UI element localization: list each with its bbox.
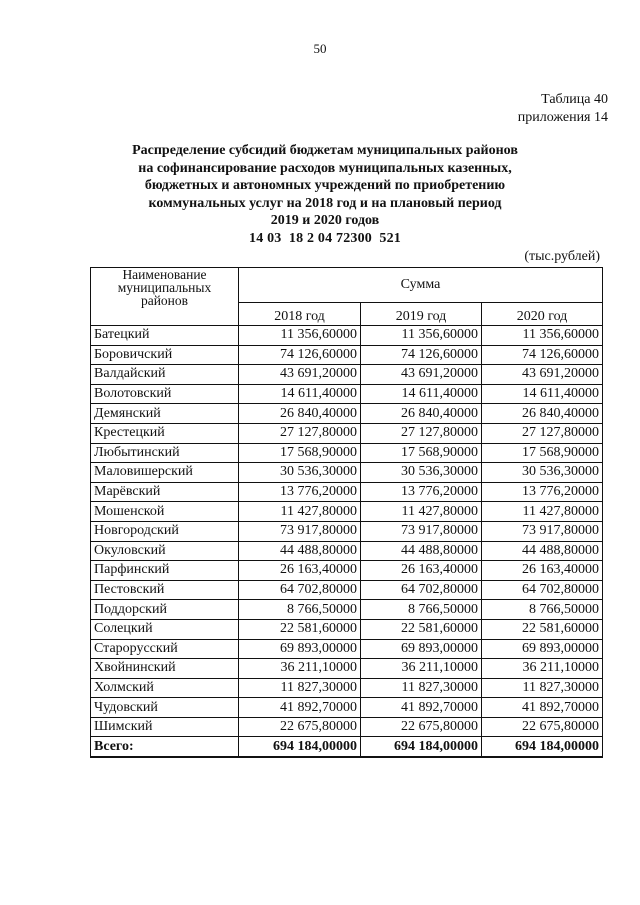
amount-2019: 11 356,60000 [361,326,482,346]
amount-2020: 22 675,80000 [482,717,603,737]
amount-2019: 74 126,60000 [361,345,482,365]
district-name: Демянский [91,404,239,424]
amount-2018: 27 127,80000 [239,423,361,443]
amount-2018: 36 211,10000 [239,659,361,679]
amount-2020: 11 356,60000 [482,326,603,346]
district-name: Любытинский [91,443,239,463]
amount-2019: 73 917,80000 [361,521,482,541]
amount-2018: 11 827,30000 [239,678,361,698]
amount-2018: 22 675,80000 [239,717,361,737]
amount-2018: 8 766,50000 [239,600,361,620]
amount-2019: 11 827,30000 [361,678,482,698]
amount-2019: 41 892,70000 [361,698,482,718]
column-header-2020: 2020 год [482,303,603,326]
column-header-district [91,268,239,326]
amount-2020: 8 766,50000 [482,600,603,620]
amount-2019: 43 691,20000 [361,365,482,385]
amount-2018: 14 611,40000 [239,384,361,404]
title-line: коммунальных услуг на 2018 год и на плановый период [148,195,502,211]
table-row [91,639,603,659]
table-row [91,698,603,718]
amount-2019: 11 427,80000 [361,502,482,522]
amount-2019: 44 488,80000 [361,541,482,561]
amount-2019: 69 893,00000 [361,639,482,659]
total-2020: 694 184,00000 [482,737,603,757]
units-label: (тыс.рублей) [524,249,600,264]
total-row [91,737,603,757]
amount-2018: 43 691,20000 [239,365,361,385]
amount-2019: 27 127,80000 [361,423,482,443]
amount-2018: 30 536,30000 [239,463,361,483]
amount-2019: 36 211,10000 [361,659,482,679]
district-name: Поддорский [91,600,239,620]
column-header-2019: 2019 год [361,303,482,326]
amount-2018: 17 568,90000 [239,443,361,463]
amount-2018: 44 488,80000 [239,541,361,561]
document-title [100,142,550,230]
amount-2020: 43 691,20000 [482,365,603,385]
district-name: Маловишерский [91,463,239,483]
district-name: Мошенской [91,502,239,522]
page-number: 50 [313,41,327,56]
title-line: бюджетных и автономных учреждений по приобретению [144,178,506,193]
table-row [91,678,603,698]
table-row [91,541,603,561]
table-row [91,365,603,385]
table-row [91,561,603,581]
appendix-reference: приложения 14 [517,110,608,125]
table-row [91,463,603,483]
amount-2018: 13 776,20000 [239,482,361,502]
amount-2020: 11 427,80000 [482,502,603,522]
header-line: муниципальных [117,280,212,295]
amount-2019: 14 611,40000 [361,384,482,404]
amount-2020: 26 163,40000 [482,561,603,581]
amount-2019: 22 581,60000 [361,619,482,639]
table-body [91,326,603,758]
header-line: районов [140,293,189,308]
title-line: на софинансирование расходов муниципальных казенных, [138,160,512,176]
amount-2019: 26 840,40000 [361,404,482,424]
amount-2020: 13 776,20000 [482,482,603,502]
table-row [91,404,603,424]
district-name: Солецкий [91,619,239,639]
table-row [91,717,603,737]
district-name: Новгородский [91,521,239,541]
table-row [91,502,603,522]
amount-2018: 26 163,40000 [239,561,361,581]
amount-2018: 74 126,60000 [239,345,361,365]
table-row [91,384,603,404]
amount-2018: 69 893,00000 [239,639,361,659]
table-row [91,345,603,365]
table-row [91,659,603,679]
district-name: Окуловский [91,541,239,561]
district-name: Крестецкий [91,423,239,443]
district-name: Парфинский [91,561,239,581]
amount-2020: 36 211,10000 [482,659,603,679]
amount-2019: 17 568,90000 [361,443,482,463]
district-name: Холмский [91,678,239,698]
subsidy-table [90,267,603,758]
title-line: 2019 и 2020 годов [270,213,380,228]
column-header-2018: 2018 год [239,303,361,326]
amount-2018: 11 427,80000 [239,502,361,522]
amount-2018: 26 840,40000 [239,404,361,424]
table-row [91,443,603,463]
table-row [91,580,603,600]
amount-2018: 73 917,80000 [239,521,361,541]
amount-2020: 30 536,30000 [482,463,603,483]
amount-2020: 22 581,60000 [482,619,603,639]
district-name: Батецкий [91,326,239,346]
table-number: Таблица 40 [541,92,608,107]
table-row [91,482,603,502]
amount-2020: 14 611,40000 [482,384,603,404]
amount-2018: 41 892,70000 [239,698,361,718]
amount-2019: 22 675,80000 [361,717,482,737]
amount-2020: 11 827,30000 [482,678,603,698]
amount-2019: 30 536,30000 [361,463,482,483]
amount-2020: 44 488,80000 [482,541,603,561]
district-name: Волотовский [91,384,239,404]
table-row [91,423,603,443]
amount-2020: 17 568,90000 [482,443,603,463]
amount-2020: 27 127,80000 [482,423,603,443]
column-header-sum: Сумма [239,268,603,303]
amount-2019: 8 766,50000 [361,600,482,620]
district-name: Боровичский [91,345,239,365]
table-reference [518,91,608,127]
amount-2020: 26 840,40000 [482,404,603,424]
header-line: Наименование [122,267,207,282]
amount-2018: 64 702,80000 [239,580,361,600]
district-name: Старорусский [91,639,239,659]
amount-2018: 11 356,60000 [239,326,361,346]
district-name: Чудовский [91,698,239,718]
table-row [91,619,603,639]
table-row [91,326,603,346]
amount-2020: 41 892,70000 [482,698,603,718]
amount-2019: 26 163,40000 [361,561,482,581]
amount-2018: 22 581,60000 [239,619,361,639]
amount-2020: 69 893,00000 [482,639,603,659]
table-row [91,521,603,541]
amount-2019: 13 776,20000 [361,482,482,502]
district-name: Пестовский [91,580,239,600]
budget-classification-code: 14 03 18 2 04 72300 521 [249,231,401,246]
amount-2020: 73 917,80000 [482,521,603,541]
table-row [91,600,603,620]
district-name: Хвойнинский [91,659,239,679]
amount-2019: 64 702,80000 [361,580,482,600]
total-label: Всего: [91,737,239,757]
district-name: Шимский [91,717,239,737]
district-name: Валдайский [91,365,239,385]
total-2019: 694 184,00000 [361,737,482,757]
district-name: Марёвский [91,482,239,502]
total-2018: 694 184,00000 [239,737,361,757]
amount-2020: 64 702,80000 [482,580,603,600]
title-line: Распределение субсидий бюджетам муниципальных районов [132,143,518,158]
amount-2020: 74 126,60000 [482,345,603,365]
